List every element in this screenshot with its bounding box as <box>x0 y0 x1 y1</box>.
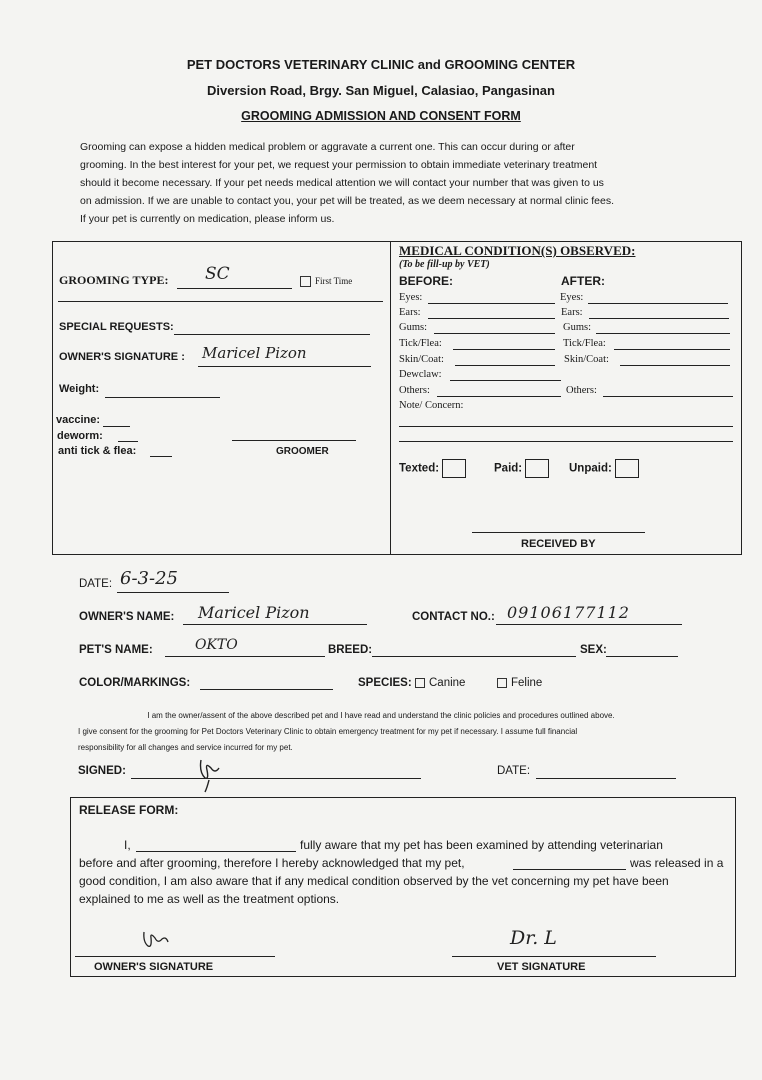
release-line3: good condition, I am also aware that if any medical condition observed by the vet concerning my pet have been <box>79 874 669 888</box>
anti-tick-field[interactable] <box>150 456 172 457</box>
after-others-label: Others: <box>566 385 597 396</box>
species-label: SPECIES: <box>358 677 412 689</box>
unpaid-checkbox[interactable] <box>615 459 639 478</box>
groomer-label: GROOMER <box>276 446 329 457</box>
received-by-field[interactable] <box>472 532 645 533</box>
received-by-label: RECEIVED BY <box>521 538 596 550</box>
sex-field[interactable] <box>606 656 678 657</box>
release-owner-signature-label: OWNER'S SIGNATURE <box>94 961 214 973</box>
before-gums-label: Gums: <box>399 322 428 333</box>
paid-option[interactable] <box>494 459 549 478</box>
release-line4: explained to me as well as the treatment options. <box>79 892 340 906</box>
anti-tick-label: anti tick & flea: <box>58 445 137 457</box>
release-line2b: was released in a <box>630 856 724 870</box>
before-eyes-field[interactable] <box>428 303 555 304</box>
owner-name-label: OWNER'S NAME: <box>79 611 175 623</box>
feline-checkbox[interactable] <box>497 678 507 688</box>
contact-value: 09106177112 <box>507 603 630 622</box>
first-time-option[interactable] <box>300 276 352 287</box>
before-tickflea-field[interactable] <box>453 349 555 350</box>
owner-signature-label: OWNER'S SIGNATURE : <box>59 351 185 363</box>
texted-checkbox[interactable] <box>442 459 466 478</box>
owner-signature-field[interactable] <box>198 366 371 367</box>
after-skincoat-field[interactable] <box>620 365 730 366</box>
feline-option[interactable] <box>497 677 542 689</box>
consent-line: I give consent for the grooming for Pet Doctors Veterinary Clinic to obtain emergency treatment for my pet if necessary. I assume full financial <box>78 727 578 736</box>
release-i-label: I, <box>124 838 131 852</box>
form-title: GROOMING ADMISSION AND CONSENT FORM <box>241 109 521 123</box>
paid-label: Paid: <box>494 462 523 475</box>
after-gums-label: Gums: <box>563 322 592 333</box>
before-eyes-label: Eyes: <box>399 292 423 303</box>
groomer-signature-field[interactable] <box>232 440 356 441</box>
contact-field[interactable] <box>496 624 682 625</box>
after-eyes-field[interactable] <box>588 303 728 304</box>
before-dewclaw-field[interactable] <box>450 380 561 381</box>
before-label: BEFORE: <box>399 274 453 288</box>
grooming-type-field[interactable] <box>177 288 292 289</box>
before-gums-field[interactable] <box>434 333 555 334</box>
color-markings-label: COLOR/MARKINGS: <box>79 677 191 689</box>
consent-date-field[interactable] <box>536 778 676 779</box>
release-line2a: before and after grooming, therefore I hereby acknowledged that my pet, <box>79 856 465 870</box>
release-owner-signature-field[interactable] <box>75 956 275 957</box>
intro-line: on admission. If we are unable to contact you, your pet will be treated, as we deem necessary at normal clinic fees. <box>80 195 615 207</box>
unpaid-option[interactable] <box>569 459 639 478</box>
intro-line: grooming. In the best interest for your pet, we request your permission to obtain immediate veterinary treatment <box>80 159 598 171</box>
grooming-type-label: GROOMING TYPE: <box>59 273 169 287</box>
date-label: DATE: <box>79 578 113 590</box>
consent-date-label: DATE: <box>497 765 531 777</box>
after-label: AFTER: <box>561 274 605 288</box>
before-ears-label: Ears: <box>399 307 421 318</box>
release-owner-signature-mark <box>140 928 174 958</box>
vaccine-field[interactable] <box>103 426 130 427</box>
vet-signature-label: VET SIGNATURE <box>497 961 586 973</box>
medical-title: MEDICAL CONDITION(S) OBSERVED: <box>399 243 636 258</box>
deworm-label: deworm: <box>57 430 103 442</box>
after-tickflea-label: Tick/Flea: <box>563 338 606 349</box>
after-gums-field[interactable] <box>596 333 730 334</box>
pet-name-field[interactable] <box>165 656 325 657</box>
pet-name-value: OKTO <box>195 637 238 653</box>
vaccine-label: vaccine: <box>56 414 101 426</box>
consent-paragraph <box>78 708 684 756</box>
canine-option[interactable] <box>415 677 465 689</box>
vet-signature-value: Dr. L <box>510 927 557 949</box>
after-eyes-label: Eyes: <box>560 292 584 303</box>
date-value: 6-3-25 <box>120 568 178 589</box>
admission-box <box>52 241 742 555</box>
consent-line: responsibility for all changes and service incurred for my pet. <box>78 743 293 752</box>
after-others-field[interactable] <box>603 396 733 397</box>
first-time-checkbox[interactable] <box>300 276 311 287</box>
date-field[interactable] <box>117 592 229 593</box>
texted-label: Texted: <box>399 462 440 475</box>
signed-signature-mark <box>195 754 225 794</box>
sex-label: SEX: <box>580 644 607 656</box>
intro-paragraph <box>80 138 700 228</box>
note-line-2[interactable] <box>399 441 733 442</box>
before-skincoat-label: Skin/Coat: <box>399 354 444 365</box>
before-others-label: Others: <box>399 385 430 396</box>
before-dewclaw-label: Dewclaw: <box>399 369 442 380</box>
after-tickflea-field[interactable] <box>614 349 730 350</box>
owner-signature-value: Maricel Pizon <box>202 344 307 362</box>
breed-field[interactable] <box>372 656 576 657</box>
color-markings-field[interactable] <box>200 689 333 690</box>
grooming-type-value: SC <box>205 264 230 284</box>
breed-label: BREED: <box>328 644 373 656</box>
owner-name-field[interactable] <box>183 624 367 625</box>
clinic-address: Diversion Road, Brgy. San Miguel, Calasiao, Pangasinan <box>207 83 555 98</box>
after-ears-label: Ears: <box>561 307 583 318</box>
grooming-extra-line <box>58 301 383 302</box>
deworm-field[interactable] <box>118 441 138 442</box>
texted-option[interactable] <box>399 459 466 478</box>
medical-subtitle: (To be fill-up by VET) <box>399 259 490 270</box>
before-tickflea-label: Tick/Flea: <box>399 338 442 349</box>
paid-checkbox[interactable] <box>525 459 549 478</box>
special-requests-field[interactable] <box>174 334 370 335</box>
feline-label: Feline <box>511 677 543 689</box>
intro-line: should it become necessary. If your pet needs medical attention we will contact your number that was given to us <box>80 177 604 189</box>
canine-checkbox[interactable] <box>415 678 425 688</box>
weight-label: Weight: <box>59 383 100 395</box>
after-ears-field[interactable] <box>589 318 729 319</box>
consent-line: I am the owner/assent of the above described pet and I have read and understand the clinic policies and procedures outlined above. <box>147 711 615 720</box>
weight-field[interactable] <box>105 397 220 398</box>
contact-label: CONTACT NO.: <box>412 611 495 623</box>
pet-name-label: PET'S NAME: <box>79 644 153 656</box>
release-title: RELEASE FORM: <box>79 803 179 817</box>
before-ears-field[interactable] <box>428 318 555 319</box>
clinic-name: PET DOCTORS VETERINARY CLINIC and GROOMING CENTER <box>186 57 576 72</box>
vet-signature-field[interactable] <box>452 956 656 957</box>
release-line1: fully aware that my pet has been examined by attending veterinarian <box>300 838 663 852</box>
intro-line: If your pet is currently on medication, please inform us. <box>80 213 335 225</box>
after-skincoat-label: Skin/Coat: <box>564 354 609 365</box>
release-name-field[interactable] <box>136 851 296 852</box>
note-line-1[interactable] <box>399 426 733 427</box>
box-divider <box>390 241 391 554</box>
intro-line: Grooming can expose a hidden medical problem or aggravate a current one. This can occur during or after <box>80 141 575 153</box>
first-time-label: First Time <box>315 276 353 286</box>
signed-label: SIGNED: <box>78 765 126 777</box>
before-others-field[interactable] <box>437 396 561 397</box>
before-skincoat-field[interactable] <box>455 365 555 366</box>
special-requests-label: SPECIAL REQUESTS: <box>59 321 174 333</box>
canine-label: Canine <box>429 677 466 689</box>
release-pet-field[interactable] <box>513 869 626 870</box>
owner-name-value: Maricel Pizon <box>198 603 310 622</box>
unpaid-label: Unpaid: <box>569 462 612 475</box>
signed-field[interactable] <box>131 778 421 779</box>
note-concern-label: Note/ Concern: <box>399 400 464 411</box>
